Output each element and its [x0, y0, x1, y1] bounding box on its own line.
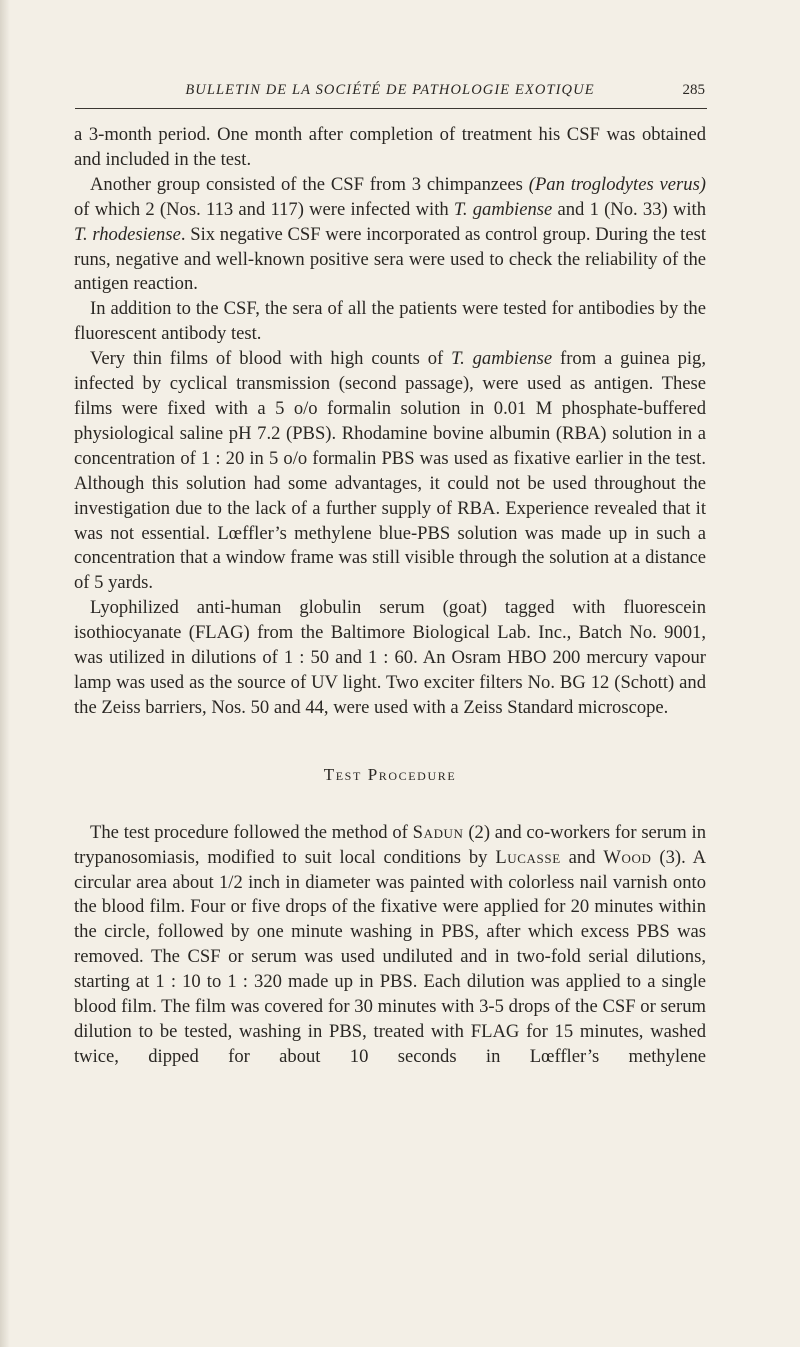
paragraph-text: The test procedure followed the method of — [90, 821, 413, 843]
species-name: (Pan troglodytes verus) — [528, 173, 706, 195]
page-number: 285 — [682, 82, 705, 98]
paragraph-text: (2) and co-workers for serum in trypanosomiasis, modified to suit local conditions by — [74, 821, 707, 868]
paragraph-continuation — [74, 123, 706, 173]
author-name: Wood — [603, 846, 652, 868]
paragraph-antigen — [74, 347, 706, 596]
paragraph-text: Very thin films of blood with high counts of — [90, 348, 452, 370]
species-name: T. gambiense — [451, 348, 553, 370]
paragraph-text: a 3-month period. One month after completion of treatment his CSF was obtained and included in the test. — [74, 124, 706, 170]
paragraph-procedure — [74, 821, 706, 1070]
paragraph-sera — [74, 297, 706, 347]
paragraph-text: . Six negative CSF were incorporated as control group. During the test runs, negative and well-known positive sera were used to check the reliability of the antigen reaction. — [74, 223, 706, 295]
section-heading: Test Procedure — [323, 764, 457, 784]
paragraph-flag-serum — [74, 596, 706, 721]
journal-title: BULLETIN DE LA SOCIÉTÉ DE PATHOLOGIE EXOTIQUE — [185, 82, 595, 98]
article-body — [74, 123, 706, 1070]
author-name: Lucasse — [495, 846, 561, 868]
header-rule — [75, 108, 707, 109]
paragraph-text: from a guinea pig, infected by cyclical transmission (second passage), were used as antigen. These films were fixed with a 5 o/o formalin solution in 0.01 M phosphate-buffered physiological saline pH 7.2 (PBS). Rhodamine bovine albumin (RBA) solution in a concentration of 1 : 20 in 5 o/o formalin PBS was used as fixative earlier in the test. Although this solution had some advantages, it could not be used throughout the investigation due to the lack of a further supply of RBA. Experience revealed that it was not essential. Lœffler’s methylene blue-PBS solution was made up in such a concentration that a window frame was still visible through the solution at a distance of 5 yards. — [74, 348, 707, 594]
species-name: T. rhodesiense — [74, 223, 181, 245]
paragraph-text: of which 2 (Nos. 113 and 117) were infected with — [74, 198, 454, 220]
paragraph-text: Another group consisted of the CSF from 3 chimpanzees — [90, 173, 529, 195]
paragraph-text: and 1 (No. 33) with — [552, 198, 706, 220]
page-edge-shadow — [0, 0, 10, 1347]
species-name: T. gambiense — [453, 198, 553, 220]
running-head — [75, 78, 705, 106]
paragraph-text: Lyophilized anti-human globulin serum (goat) tagged with fluorescein isothiocyanate (FLAG) from the Baltimore Biological Lab. Inc., Batch No. 9001, was utilized in dilutions of 1 : 50 and 1 : 60. An Osram HBO 200 mercury vapour lamp was used as the source of UV light. Two exciter filters No. BG 12 (Schott) and the Zeiss barriers, Nos. 50 and 44, were used with a Zeiss Standard microscope. — [74, 597, 706, 718]
paragraph-text: (3). A circular area about 1/2 inch in diameter was painted with colorless nail varnish onto the blood film. Four or five drops of the fixative were applied for 20 minutes within the circle, followed by one minute washing in PBS, after which excess PBS was removed. The CSF or serum was used undiluted and in two-fold serial dilutions, starting at 1 : 10 to 1 : 320 made up in PBS. Each dilution was applied to a single blood film. The film was covered for 30 minutes with 3-5 drops of the CSF or serum dilution to be tested, washing in PBS, treated with FLAG for 15 minutes, washed twice, dipped for about 10 seconds in Lœffler’s methylene — [74, 846, 706, 1067]
paragraph-chimpanzees — [74, 173, 706, 298]
paragraph-text: In addition to the CSF, the sera of all the patients were tested for antibodies by the fluorescent antibody test. — [74, 298, 706, 345]
author-name: Sadun — [412, 821, 464, 843]
paragraph-text: and — [560, 846, 604, 868]
